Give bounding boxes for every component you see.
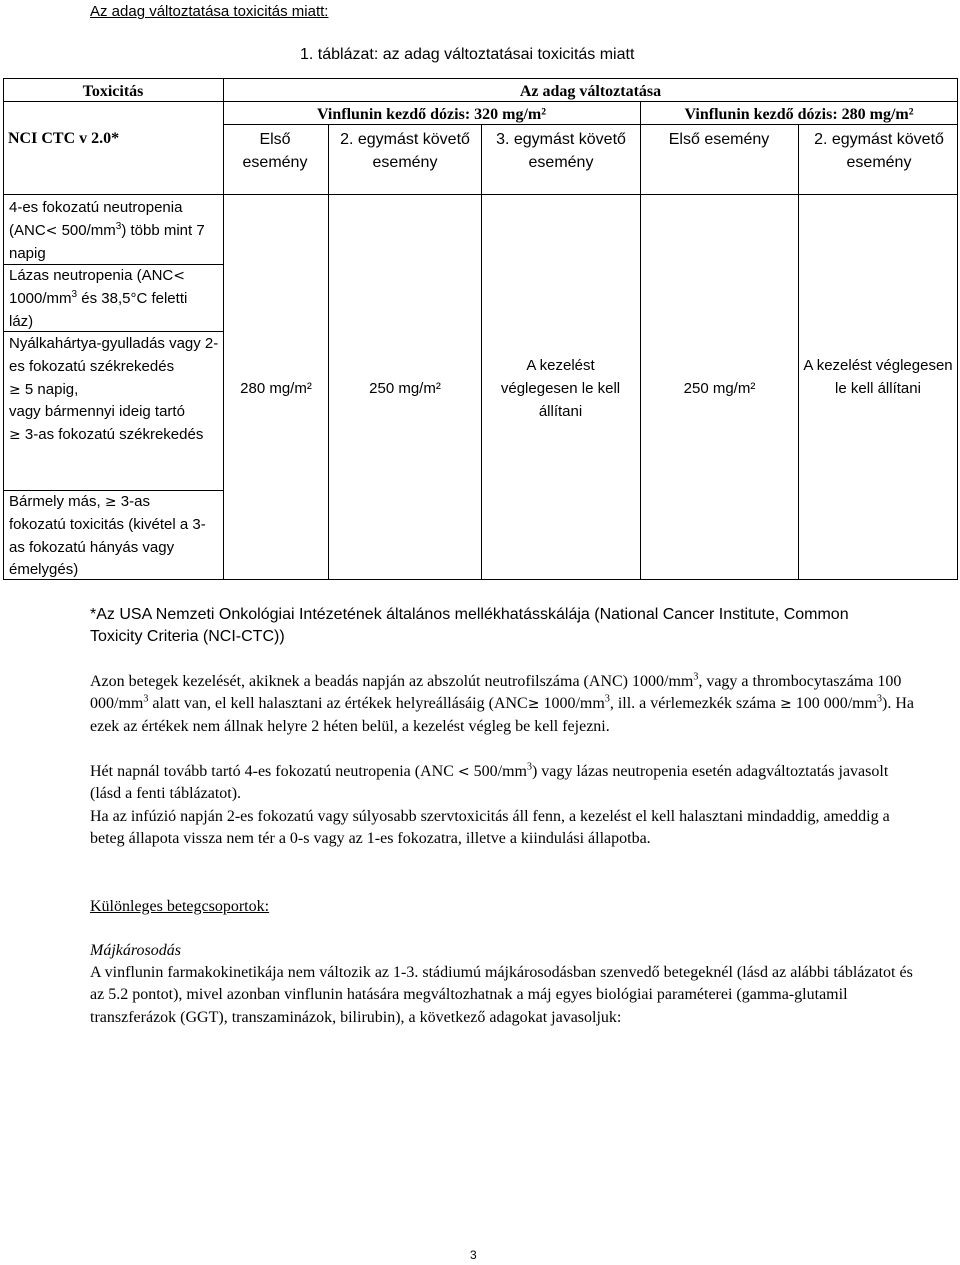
page-number: 3 <box>470 1248 477 1262</box>
row-other-toxicity: Bármely más, ≥ 3-as fokozatú toxicitás (kivétel a 3-as fokozatú hányás vagy émelygés) <box>9 493 206 579</box>
sub-header-320-second: 2. egymást követő esemény <box>340 131 470 171</box>
toxicity-header: Toxicitás <box>82 83 144 100</box>
nci-ctc-header: NCI CTC v 2.0* <box>8 130 120 147</box>
table-caption: 1. táblázat: az adag változtatásai toxicitás miatt <box>300 46 635 63</box>
paragraph-organ-toxicity: Ha az infúzió napján 2-es fokozatú vagy súlyosabb szervtoxicitás áll fenn, a kezelést el kell halasztani mindaddig, ameddig a beteg állapota vissza nem tér a 0-s vagy az 1-es fokozatra, illetve a kiindulási állapotba. <box>90 808 890 848</box>
dose-change-header: Az adag változtatása <box>519 83 662 100</box>
liver-impairment-heading: Májkárosodás <box>90 942 181 959</box>
group-320-header: Vinflunin kezdő dózis: 320 mg/m² <box>316 106 547 123</box>
table-rule <box>640 101 641 580</box>
value-320-second: 250 mg/m² <box>369 380 441 397</box>
paragraph-neutropenia: Hét napnál tovább tartó 4-es fokozatú neutropenia $(ANC < 500/mm^3)$ vagy lázas neutropenia esetén adagváltoztatás javasolt (lásd a fenti táblázatot). <box>90 761 889 803</box>
value-320-third: A kezelést véglegesen le kell állítani <box>500 357 621 420</box>
row-neutropenia-4: 4-es fokozatú neutropenia $(ANC< 500/mm^3)$ több mint 7 napig <box>9 199 205 262</box>
table-footnote: *Az USA Nemzeti Onkológiai Intézetének általános mellékhatásskálája (National Cancer Institute, Common Toxicity Criteria (NCI-CTC)) <box>90 606 849 646</box>
value-320-first: 280 mg/m² <box>240 380 312 397</box>
sub-header-320-first: Első esemény <box>242 131 308 171</box>
special-groups-heading: Különleges betegcsoportok: <box>90 898 270 915</box>
row-febrile-neutropenia: Lázas neutropenia ($ANC< 1000/mm^3$ és 38,5°C feletti láz) <box>9 267 188 330</box>
paragraph-delay-treatment: Azon betegek kezelését, akiknek a beadás napján az abszolút neutrofilszáma (ANC) $1000/mm^3$, vagy a thrombocytaszáma 100 $000/mm^3$ alatt van, el kell halasztani az értékek helyreállásáig ($ANC\ge 1000/mm^3$, ill. a vérlemezkék száma ≥ 100 $000/mm^3$). Ha ezek az értékek nem állnak helyre 2 héten belül, a kezelést végleg be kell fejezni. <box>90 671 915 735</box>
table-rule <box>328 124 329 580</box>
value-280-second: A kezelést véglegesen le kell állítani <box>803 357 953 397</box>
section-heading: Az adag változtatása toxicitás miatt: <box>90 3 329 20</box>
table-rule <box>481 124 482 580</box>
sub-header-280-second: 2. egymást követő esemény <box>814 131 944 171</box>
table-rule <box>223 78 224 580</box>
value-280-first: 250 mg/m² <box>683 380 756 397</box>
sub-header-320-third: 3. egymást követő esemény <box>496 131 626 171</box>
table-rule <box>798 124 799 580</box>
row-mucositis-constipation: Nyálkahártya-gyulladás vagy 2-es fokozatú székrekedés ≥ 5 napig, vagy bármennyi ideig tartó ≥ 3-as fokozatú székrekedés <box>9 335 219 444</box>
paragraph-liver-impairment: A vinflunin farmakokinetikája nem változik az 1-3. stádiumú májkárosodásban szenvedő betegeknél (lásd az alábbi táblázatot és az 5.2 pontot), mivel azonban vinflunin hatására megváltozhatnak a máj egyes biológiai paraméterei (gamma-glutamil transzferázok (GGT), transzaminázok, bilirubin), a következő adagokat javasoljuk: <box>90 964 913 1026</box>
group-280-header: Vinflunin kezdő dózis: 280 mg/m² <box>684 106 914 123</box>
sub-header-280-first: Első esemény <box>668 131 770 148</box>
